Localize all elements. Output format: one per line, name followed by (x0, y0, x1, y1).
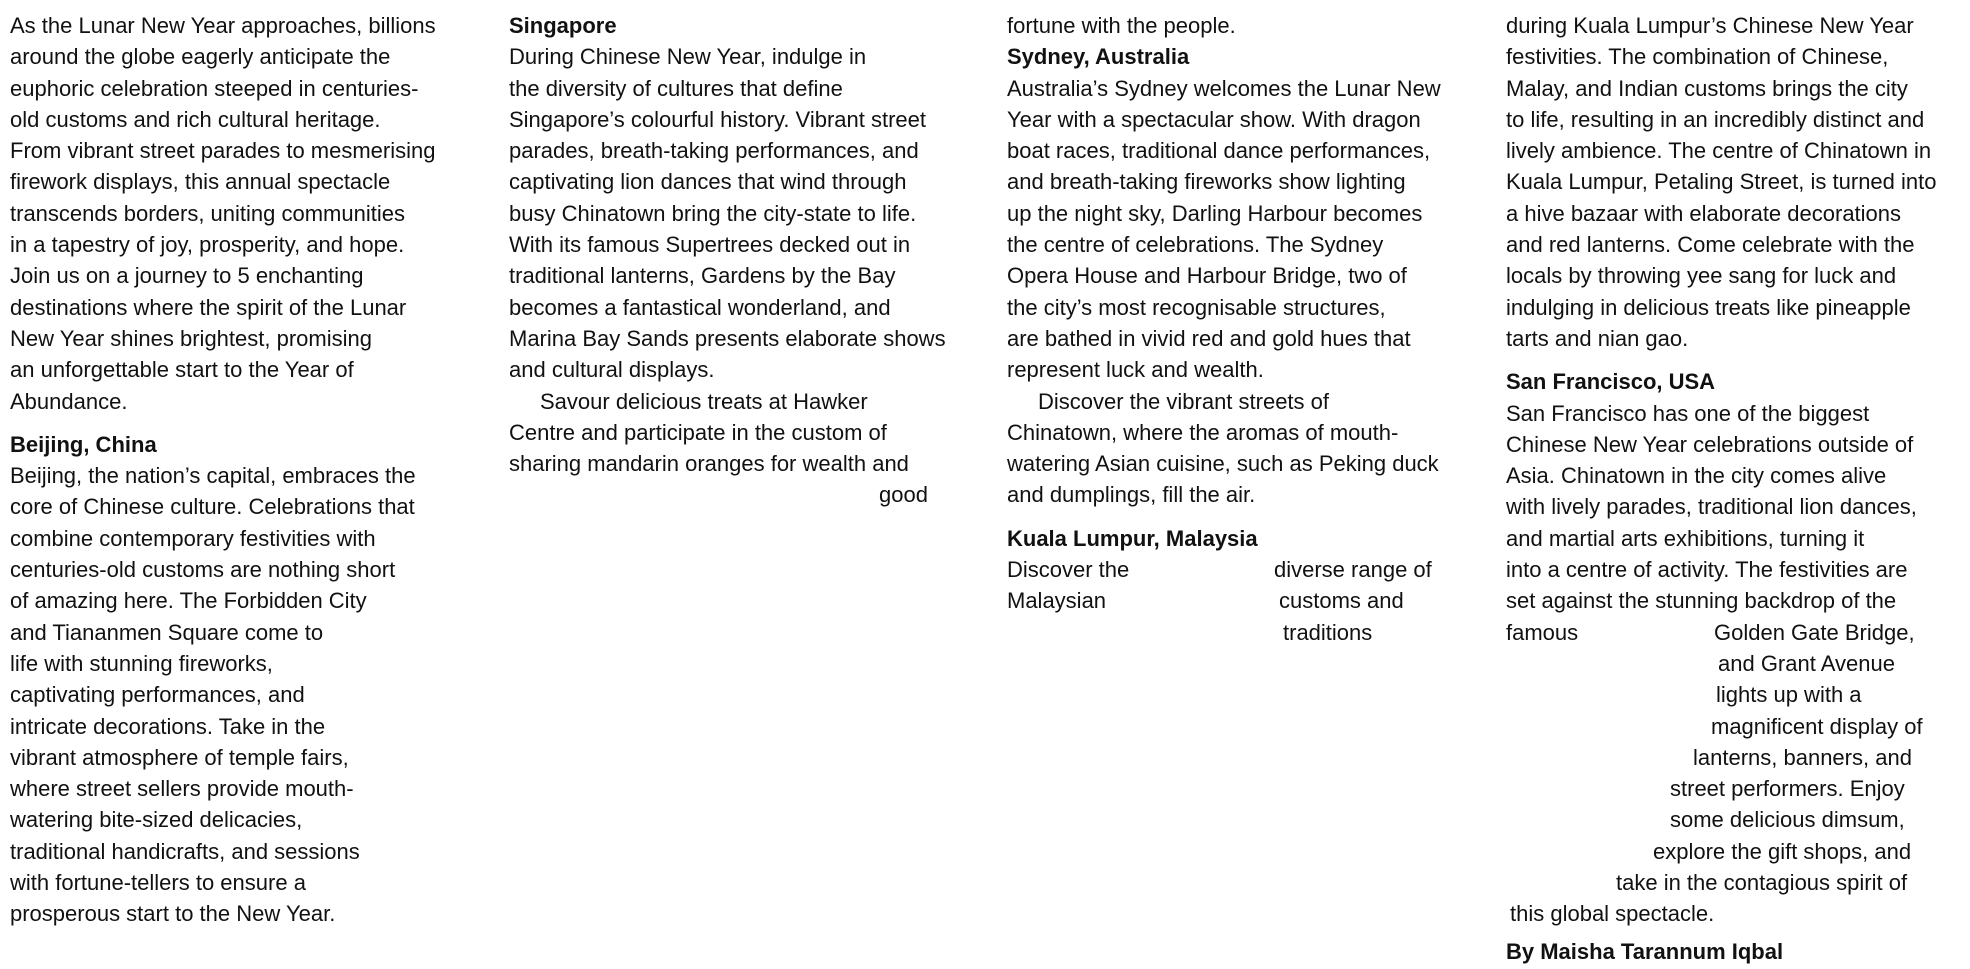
intro-line: an unforgettable start to the Year of (10, 357, 354, 383)
singapore-line: becomes a fantastical wonderland, and (509, 294, 891, 320)
beijing-line: Beijing, the nation’s capital, embraces the (10, 463, 416, 489)
singapore-heading: Singapore (509, 13, 617, 38)
san-francisco-wrapped-row (1506, 742, 1966, 773)
singapore-line: and cultural displays. (509, 357, 715, 383)
singapore-line: Singapore’s colourful history. Vibrant street (509, 106, 927, 132)
san-francisco-wrapped-line: this global spectacle. (1510, 901, 1715, 927)
intro-line: Join us on a journey to 5 enchanting (10, 263, 364, 289)
beijing-line: watering bite-sized delicacies, (10, 807, 303, 833)
column-3 (1007, 10, 1482, 648)
kuala-lumpur-continued-line: to life, resulting in an incredibly distinct and (1506, 106, 1925, 132)
san-francisco-heading: San Francisco, USA (1506, 369, 1716, 395)
san-francisco-wrapped-line: street performers. Enjoy (1670, 776, 1905, 802)
san-francisco-wrapped-row (1506, 867, 1966, 898)
san-francisco-wrapped-row (1506, 898, 1966, 929)
sydney-line: Year with a spectacular show. With dragon (1007, 106, 1421, 132)
intro-line: Abundance. (10, 388, 128, 414)
kuala-lumpur-continued-line: tarts and nian gao. (1506, 325, 1689, 351)
singapore-line: Marina Bay Sands presents elaborate shows (509, 325, 946, 351)
san-francisco-wrapped-row (1506, 679, 1966, 710)
column-2 (509, 10, 984, 511)
san-francisco-line: Asia. Chinatown in the city comes alive (1506, 463, 1887, 489)
sydney-line: are bathed in vivid red and gold hues that (1007, 325, 1411, 351)
san-francisco-wrapped-row (1506, 711, 1966, 742)
sydney-line: and breath-taking fireworks show lighting (1007, 169, 1406, 195)
beijing-line: and Tiananmen Square come to (10, 619, 324, 645)
san-francisco-line: and martial arts exhibitions, turning it (1506, 525, 1865, 551)
kuala-lumpur-continued-line: Malay, and Indian customs brings the city (1506, 75, 1908, 101)
beijing-line: core of Chinese culture. Celebrations that (10, 494, 415, 520)
kuala-lumpur-right-text: traditions (1283, 619, 1373, 645)
beijing-line: vibrant atmosphere of temple fairs, (10, 744, 349, 770)
beijing-heading: Beijing, China (10, 431, 157, 457)
beijing-line: where street sellers provide mouth- (10, 776, 354, 802)
sydney-para2-line: Chinatown, where the aromas of mouth- (1007, 419, 1399, 445)
kuala-lumpur-row (1007, 585, 1482, 616)
sydney-para2-line: Discover the vibrant streets of (1038, 388, 1330, 414)
sydney-carry-line: fortune with the people. (1007, 13, 1236, 38)
intro-line: transcends borders, uniting communities (10, 200, 405, 226)
sydney-line: the centre of celebrations. The Sydney (1007, 232, 1384, 258)
kuala-lumpur-heading: Kuala Lumpur, Malaysia (1007, 525, 1258, 551)
intro-line: As the Lunar New Year approaches, billions (10, 13, 436, 38)
beijing-line: captivating performances, and (10, 682, 305, 708)
sydney-line: boat races, traditional dance performances, (1007, 138, 1431, 164)
san-francisco-wrapped-row (1506, 773, 1966, 804)
singapore-para2-line: Centre and participate in the custom of (509, 419, 887, 445)
intro-line: around the globe eagerly anticipate the (10, 44, 391, 70)
beijing-line: prosperous start to the New Year. (10, 901, 336, 927)
beijing-line: combine contemporary festivities with (10, 525, 376, 551)
san-francisco-wrapped-line: take in the contagious spirit of (1616, 870, 1908, 896)
san-francisco-famous-left: famous (1506, 619, 1579, 645)
singapore-line: the diversity of cultures that define (509, 75, 843, 101)
singapore-line: With its famous Supertrees decked out in (509, 232, 911, 258)
sydney-line: the city’s most recognisable structures, (1007, 294, 1386, 320)
kuala-lumpur-left-text: Discover the (1007, 557, 1130, 583)
san-francisco-wrapped-line: and Grant Avenue (1718, 650, 1895, 676)
intro-line: New Year shines brightest, promising (10, 325, 372, 351)
singapore-line: parades, breath-taking performances, and (509, 138, 919, 164)
singapore-line: traditional lanterns, Gardens by the Bay (509, 263, 896, 289)
intro-line: in a tapestry of joy, prosperity, and hope. (10, 232, 405, 258)
san-francisco-line: Chinese New Year celebrations outside of (1506, 431, 1914, 457)
sydney-line: Australia’s Sydney welcomes the Lunar New (1007, 75, 1441, 101)
kuala-lumpur-row (1007, 617, 1482, 648)
san-francisco-wrapped-line: lights up with a (1716, 682, 1862, 708)
intro-line: euphoric celebration steeped in centuries- (10, 75, 419, 101)
beijing-line: with fortune-tellers to ensure a (10, 870, 306, 896)
san-francisco-line: with lively parades, traditional lion dances, (1506, 494, 1917, 520)
kuala-lumpur-continued-line: Kuala Lumpur, Petaling Street, is turned into (1506, 169, 1937, 195)
kuala-lumpur-row (1007, 554, 1482, 585)
kuala-lumpur-continued-line: a hive bazaar with elaborate decorations (1506, 200, 1902, 226)
kuala-lumpur-right-text: customs and (1279, 588, 1404, 614)
singapore-para2-line: good (879, 482, 928, 508)
intro-line: From vibrant street parades to mesmerising (10, 138, 436, 164)
column-1 (10, 10, 480, 930)
san-francisco-wrapped-row (1506, 804, 1966, 835)
sydney-line: represent luck and wealth. (1007, 357, 1264, 383)
kuala-lumpur-continued-line: lively ambience. The centre of Chinatown in (1506, 138, 1932, 164)
beijing-line: of amazing here. The Forbidden City (10, 588, 367, 614)
intro-line: firework displays, this annual spectacle (10, 169, 391, 195)
sydney-para2-line: watering Asian cuisine, such as Peking duck (1007, 451, 1439, 477)
san-francisco-famous-row (1506, 617, 1966, 648)
beijing-line: intricate decorations. Take in the (10, 713, 326, 739)
author-byline: By Maisha Tarannum Iqbal (1506, 938, 1784, 964)
column-4 (1506, 10, 1966, 967)
kuala-lumpur-continued-line: during Kuala Lumpur’s Chinese New Year (1506, 13, 1914, 38)
singapore-para2-line: sharing mandarin oranges for wealth and (509, 451, 909, 477)
singapore-line: busy Chinatown bring the city-state to life. (509, 200, 917, 226)
san-francisco-famous-right: Golden Gate Bridge, (1714, 619, 1915, 645)
san-francisco-line: San Francisco has one of the biggest (1506, 400, 1870, 426)
kuala-lumpur-continued-line: and red lanterns. Come celebrate with the (1506, 232, 1915, 258)
singapore-line: captivating lion dances that wind through (509, 169, 907, 195)
sydney-line: Opera House and Harbour Bridge, two of (1007, 263, 1407, 289)
beijing-line: centuries-old customs are nothing short (10, 557, 396, 583)
san-francisco-wrapped-line: magnificent display of (1711, 713, 1923, 739)
kuala-lumpur-continued-line: locals by throwing yee sang for luck and (1506, 263, 1897, 289)
san-francisco-line: set against the stunning backdrop of the (1506, 588, 1897, 614)
singapore-line: During Chinese New Year, indulge in (509, 44, 867, 70)
intro-line: old customs and rich cultural heritage. (10, 106, 381, 132)
beijing-line: life with stunning fireworks, (10, 650, 273, 676)
san-francisco-line: into a centre of activity. The festivities are (1506, 557, 1908, 583)
san-francisco-wrapped-line: some delicious dimsum, (1670, 807, 1905, 833)
sydney-line: up the night sky, Darling Harbour becomes (1007, 200, 1423, 226)
intro-line: destinations where the spirit of the Lunar (10, 294, 407, 320)
sydney-heading: Sydney, Australia (1007, 44, 1190, 70)
beijing-line: traditional handicrafts, and sessions (10, 838, 360, 864)
san-francisco-wrapped-line: lanterns, banners, and (1693, 744, 1912, 770)
san-francisco-wrapped-line: explore the gift shops, and (1653, 838, 1912, 864)
san-francisco-wrapped-row (1506, 648, 1966, 679)
singapore-para2-line: Savour delicious treats at Hawker (540, 388, 868, 414)
sydney-para2-line: and dumplings, fill the air. (1007, 482, 1256, 508)
kuala-lumpur-left-text: Malaysian (1007, 588, 1107, 614)
kuala-lumpur-continued-line: festivities. The combination of Chinese, (1506, 44, 1889, 70)
kuala-lumpur-right-text: diverse range of (1274, 557, 1432, 583)
san-francisco-wrapped-row (1506, 836, 1966, 867)
kuala-lumpur-continued-line: indulging in delicious treats like pineapple (1506, 294, 1911, 320)
